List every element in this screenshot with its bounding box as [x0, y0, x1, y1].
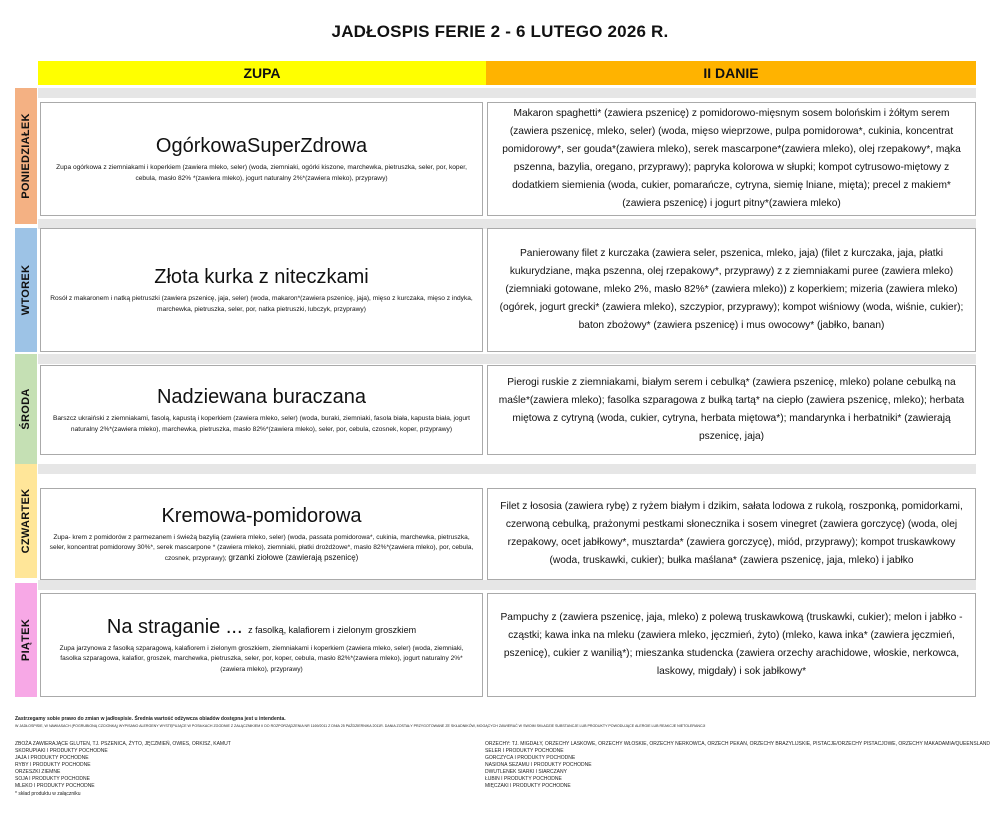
row-separator [38, 354, 976, 364]
soup-name: Kremowa-pomidorowa [161, 505, 362, 527]
allergen-item: DWUTLENEK SIARKI I SIARCZANY [485, 769, 567, 775]
soup-description: Barszcz ukraiński z ziemniakami, fasolą, kapustą i koperkiem (zawiera mleko, seler) (woda, buraki, ziemniaki, fasola biała, kapusta biała, jogurt naturalny 2%*(zawiera mleko), marchewka, pietruszka, masło 82%*(zawiera mleko), seler, por, cebula, czosnek, koper, przyprawy) [52, 415, 471, 433]
allergen-item: MLEKO I PRODUKTY POCHODNE [15, 783, 95, 789]
soup-cell-wednesday [40, 365, 483, 455]
day-label-monday [15, 88, 37, 224]
soup-cell-tuesday [40, 228, 483, 352]
main-course-text: Makaron spaghetti* (zawiera pszenicę) z pomidorowo-mięsnym sosem bolońskim i żółtym serem (zawiera pszenicę, mleko, seler) (woda, mięso wieprzowe, pulpa pomidorowa*, cukinia, koncentrat pomidorowy*, ser gouda*(zawiera mleko), serek mascarpone*(zawiera mleko), olej rzepakowy*, mąka pszenna, bazylia, oregano, przyprawy); papryka kolorowa w słupki; kompot cytrusowo-miętowy z dodatkiem siemienia (woda, cukier, pomarańcze, cytryna, siemię lniane, mięta); precel z makiem* (zawiera pszenicę) i jogurt pitny*(zawiera mleko) [502, 108, 961, 209]
day-label-tuesday [15, 228, 37, 352]
soup-cell-friday [40, 593, 483, 697]
allergen-item: SKORUPIAKI I PRODUKTY POCHODNE [15, 748, 108, 754]
allergen-item: ORZECHY: TJ. MIGDAŁY, ORZECHY LASKOWE, ORZECHY WŁOSKIE, ORZECHY NERKOWCA, ORZECH PEKAN, ORZECHY BRAZYLIJSKIE, PISTACJE/ORZECHY PISTACJOWE, ORZECHY MAKADAMIA/QUEENSLAND [485, 741, 990, 747]
footer-legal: W JADŁOSPISIE, W NAWIASACH (POGRUBIONĄ CZCIONKĄ) WYPISANO ALERGENY WYSTĘPUJĄCE W POSIŁKACH ZGODNIE Z ZAŁĄCZNIKIEM II DO ROZPORZĄDZENIA NR 1169/2011 Z DNIA 25 PAŹDZIERNIKA 2011R. DANIA ZOSTAŁY PRZYGOTOWANE ZE SKŁADNIKÓW, MOGĄCYCH ZAWIERAĆ W SWOIM SKŁADZIE SUBSTANCJE LUB PRODUKTY POWODUJĄCE ALERGIE LUB REAKCJE NIETOLERANCJI [15, 724, 706, 728]
soup-description: Zupa- krem z pomidorów z parmezanem i świeżą bazylią (zawiera mleko, seler) (woda, passata pomidorowa*, cukinia, marchewka, pietruszka, seler, koncentrat pomidorowy 30%*, serek mascarpone * (zawiera mleko), ziemniaki, płatki drożdżowe*, masło 82%*(zawiera mleko), por, cebula, czosnek, przyprawy); grzanki ziołowe (zawierają pszenicę) [49, 534, 474, 562]
day-label-thursday [15, 464, 37, 578]
allergen-item: MIĘCZAKI I PRODUKTY POCHODNE [485, 783, 571, 789]
allergen-list-right [485, 741, 990, 790]
day-label-friday [15, 583, 37, 697]
row-separator [38, 88, 976, 98]
main-course-text: Pampuchy z (zawiera pszenicę, jaja, mleko) z polewą truskawkową (truskawki, cukier); melon i jabłko - cząstki; kawa inka na mleku (zawiera mleko, jęczmień, żyto) (mleko, kawa inka* (zawiera jęczmień, pszenicę), cukier z wanilią*); mieszanka studencka (zawiera orzechy arachidowe, włoskie, nerkowca, laskowy, migdały) i sok jabłkowy* [500, 612, 963, 677]
day-name: PIĄTEK [20, 618, 32, 662]
day-label-wednesday [15, 354, 37, 464]
day-name: WTOREK [20, 264, 32, 316]
page-title: JADŁOSPIS FERIE 2 - 6 LUTEGO 2026 R. [331, 22, 669, 41]
soup-cell-thursday [40, 488, 483, 580]
header-main-course: II DANIE [486, 61, 976, 85]
soup-cell-monday [40, 102, 483, 216]
footer-note: * skład produktu w załączniku [15, 791, 81, 797]
row-separator [38, 580, 976, 590]
allergen-item: ORZESZKI ZIEMNE [15, 769, 61, 775]
allergen-item: GORCZYCA I PRODUKTY POCHODNE [485, 755, 576, 761]
allergen-item: ŁUBIN I PRODUKTY POCHODNE [485, 776, 562, 782]
soup-description: Zupa ogórkowa z ziemniakami i koperkiem (zawiera mleko, seler) (woda, ziemniaki, ogórki kiszone, marchewka, pietruszka, seler, por, koper, cebula, masło 82% *(zawiera mleko), jogurt naturalny 2%*(zawiera mleko), przyprawy) [56, 164, 467, 182]
soup-description: Zupa jarzynowa z fasolką szparagową, kalafiorem i zielonym groszkiem, ziemniakami i koperkiem (zawiera mleko, seler) (woda, ziemniaki, fasolka szparagowa, kalafior, groszek, marchewka, pietruszka, seler, por, koper, cebula, masło 82%*(zawiera mleko), jogurt naturalny 2%*(zawiera mleko), przyprawy) [59, 645, 464, 673]
main-course-text: Panierowany filet z kurczaka (zawiera seler, pszenica, mleko, jaja) (filet z kurczaka, jaja, płatki kukurydziane, mąka pszenna, olej rzepakowy*, przyprawy) z z ziemniakami puree (zawiera mleko) (ziemniaki gotowane, mleko 2%, masło 82%* (zawiera mleko)) z koperkiem; mizeria (zawiera mleko) (ogórek, jogurt grecki* (zawiera mleko), szczypior, przyprawy); kompot wiśniowy (woda, wiśnie, cukier); baton zbożowy* (zawiera pszenicę) i mus owocowy* (jabłko, banan) [499, 248, 964, 331]
row-separator [38, 464, 976, 474]
footer-notice: Zastrzegamy sobie prawo do zmian w jadłospisie. Średnia wartość odżywcza obiadów dostępna jest u intendenta. [15, 716, 286, 722]
allergen-item: SOJA I PRODUKTY POCHODNE [15, 776, 90, 782]
allergen-item: NASIONA SEZAMU I PRODUKTY POCHODNE [485, 762, 592, 768]
soup-name: Nadziewana buraczana [156, 386, 367, 408]
main-course-cell-friday [487, 593, 976, 697]
allergen-item: RYBY I PRODUKTY POCHODNE [15, 762, 91, 768]
main-course-text: Filet z łososia (zawiera rybę) z ryżem białym i dzikim, sałata lodowa z rukolą, roszponką, pomidorkami, czerwoną cebulką, prażonymi pestkami słonecznika i sosem vinegret (zawiera gorczycę) (woda, olej rzepakowy, ocet jabłkowy*, musztarda* (zawiera gorczycę), miód, przyprawy); kompot truskawkowy (woda, truskawki, cukier); bułka maślana* (zawiera pszenicę, jaja, mleko) i jabłko [500, 501, 963, 566]
header-soup: ZUPA [38, 61, 486, 85]
day-name: CZWARTEK [20, 488, 32, 554]
main-course-cell-wednesday [487, 365, 976, 455]
day-name: PONIEDZIAŁEK [20, 113, 32, 199]
soup-description: Rosół z makaronem i natką pietruszki (zawiera pszenicę, jaja, seler) (woda, makaron*(zawiera pszenicę, jaja), mięso z kurczaka, mięso z indyka, marchewka, pietruszka, seler, por, natka pietruszki, lubczyk, przyprawy) [50, 295, 473, 313]
allergen-list-left [15, 741, 475, 790]
main-course-cell-thursday [487, 488, 976, 580]
soup-name: Na straganie ... z fasolką, kalafiorem i zielonym groszkiem [106, 616, 417, 638]
main-course-cell-tuesday [487, 228, 976, 352]
footer [15, 716, 975, 730]
soup-name: OgórkowaSuperZdrowa [155, 135, 368, 157]
main-course-cell-monday [487, 102, 976, 216]
main-course-text: Pierogi ruskie z ziemniakami, białym serem i cebulką* (zawiera pszenicę, mleko) polane cebulką na maśle*(zawiera mleko); fasolka szparagowa z bułką tartą* na ciepło (zawiera pszenicę, mleko); herbata miętowa z cytryną (woda, cukier, cytryna, herbata miętowa*); mandarynka i herbatniki* (zawierają pszenicę, jaja) [498, 377, 965, 442]
day-name: ŚRODA [20, 388, 32, 430]
soup-name: Złota kurka z niteczkami [154, 266, 369, 288]
allergen-item: JAJA I PRODUKTY POCHODNE [15, 755, 89, 761]
allergen-item: SELER I PRODUKTY POCHODNE [485, 748, 564, 754]
allergen-item: ZBOŻA ZAWIERAJĄCE GLUTEN, TJ. PSZENICA, ŻYTO, JĘCZMIEŃ, OWIES, ORKISZ, KAMUT [15, 741, 231, 747]
